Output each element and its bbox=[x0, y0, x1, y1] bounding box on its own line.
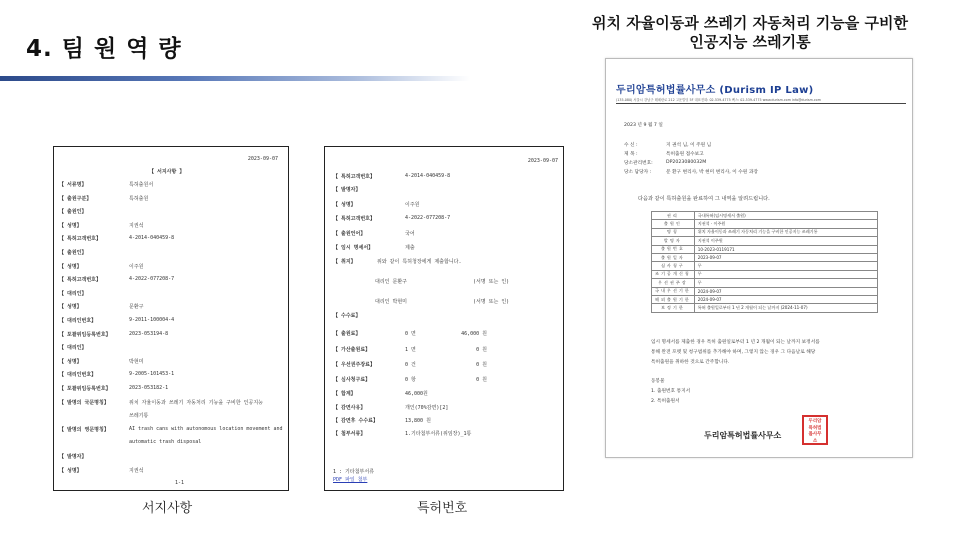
filing-table-value: 무 bbox=[694, 262, 877, 270]
doc2-row-value: 4-2014-040459-8 bbox=[405, 173, 451, 179]
doc2-row-label: 【 출원료】 bbox=[333, 331, 361, 337]
filing-details-table bbox=[651, 211, 878, 313]
doc2-row-value: 46,000원 bbox=[405, 391, 428, 397]
recipient-row-value: 문 환구 변리사, 박 현미 변리사, 이 수원 과장 bbox=[666, 170, 758, 175]
filing-table-key: 발명자 bbox=[652, 237, 695, 245]
doc1-row-value: 2023-053182-1 bbox=[129, 385, 169, 391]
caption-bibliographic: 서지사항 bbox=[142, 501, 193, 516]
filing-table-key: 해외출원기한 bbox=[652, 295, 695, 303]
doc2-row-label: 【 가산출원료】 bbox=[333, 347, 371, 353]
doc1-row-label: 【 성명】 bbox=[59, 304, 82, 311]
filing-table-row bbox=[652, 262, 878, 270]
seal-text-line: 소 bbox=[812, 438, 818, 444]
filing-table-key: 권리 bbox=[652, 212, 695, 220]
firm-seal-stamp bbox=[802, 415, 828, 445]
filing-table-row bbox=[652, 220, 878, 228]
doc2-row-value: 개인(70%감면)[2] bbox=[405, 405, 449, 411]
doc2-row-value: 1.기타첨부서류(위임장)_1통 bbox=[405, 431, 472, 437]
doc2-row-label: 【 출원언어】 bbox=[333, 231, 366, 237]
doc1-row-value: 이주원 bbox=[129, 263, 144, 270]
doc2-row-extra: (서명 또는 인) bbox=[473, 279, 510, 285]
notice-date: 2023 년 9 월 7 일 bbox=[624, 123, 663, 128]
doc1-row-value: 지권석 bbox=[129, 467, 144, 474]
doc1-heading: 【 서지사항 】 bbox=[149, 169, 185, 175]
doc1-row-label: 【 특허고객번호】 bbox=[59, 277, 101, 284]
doc2-row-value: 대리인 박현미 bbox=[375, 299, 407, 305]
doc2-row-label: 【 합계】 bbox=[333, 391, 356, 397]
seal-text-line: 특허법 bbox=[808, 425, 822, 431]
doc1-row-label: 【 발명자】 bbox=[59, 454, 87, 460]
doc2-date: 2023-09-07 bbox=[527, 158, 558, 164]
caption-patent-number: 특허번호 bbox=[417, 501, 468, 516]
doc1-row-label: 【 포괄위임등록번호】 bbox=[59, 386, 111, 392]
law-firm-address: (135-080) 서울시 강남구 테헤란로 212 고운빌딩 5F 대표전화: 02-539-4775 팩스: 02-539-4775 www.durism.com info@durism.com bbox=[616, 98, 821, 102]
doc1-row-value: automatic trash disposal bbox=[129, 439, 202, 446]
filing-table-value: 무 bbox=[694, 279, 877, 287]
filing-table-row bbox=[652, 237, 878, 245]
recipient-row-key: 당소 담당자 : bbox=[624, 170, 652, 175]
recipient-row-value: DP2023080032M bbox=[666, 160, 707, 165]
filing-table-value: 무 bbox=[694, 270, 877, 278]
filing-table-row bbox=[652, 253, 878, 261]
bibliographic-document bbox=[53, 146, 289, 491]
doc1-row-label: 【 발명의 국문명칭】 bbox=[59, 399, 109, 406]
doc1-row-label: 【 성명】 bbox=[59, 263, 82, 270]
filing-table-row bbox=[652, 295, 878, 303]
doc2-row-label: 【 발명자】 bbox=[333, 187, 361, 193]
doc1-row-label: 【 대리인번호】 bbox=[59, 372, 97, 379]
doc2-row-label: 【 감면후 수수료】 bbox=[333, 418, 379, 424]
filing-table-row bbox=[652, 212, 878, 220]
notice-paragraph-line2: 통해 완전 포맷 및 청구범위를 추가해야 하며, 그렇지 않는 경우 그 다음날로 해당 bbox=[651, 350, 816, 355]
doc1-row-label: 【 출원인】 bbox=[59, 250, 87, 256]
filing-table-key: 명칭 bbox=[652, 228, 695, 236]
doc1-row-value: AI trash cans with autonomous location movement and bbox=[129, 425, 283, 432]
doc2-row-label: 【 첨부서류】 bbox=[333, 431, 366, 437]
doc1-row-label: 【 출원인】 bbox=[59, 209, 87, 216]
doc1-row-label: 【 대리인】 bbox=[59, 290, 87, 297]
filing-table-value: 특허 출원일로부터 1 년 2 개월이 되는 날까지 (2024-11-07) bbox=[694, 304, 877, 312]
doc2-row-label: 【 심사청구료】 bbox=[333, 377, 371, 383]
attachment-item-2: 2. 특허출원서 bbox=[651, 399, 680, 404]
doc2-row-value: 1 면 bbox=[405, 347, 416, 353]
filing-table-row bbox=[652, 228, 878, 236]
doc2-row-value: 0 항 bbox=[405, 377, 416, 383]
patent-fee-document bbox=[324, 146, 564, 491]
doc2-pdf-link[interactable]: PDF 파일 첨부 bbox=[333, 477, 368, 483]
doc1-row-label: 【 특허고객번호】 bbox=[59, 236, 101, 243]
filing-table-key: 보정기한 bbox=[652, 304, 695, 312]
filing-table-row bbox=[652, 279, 878, 287]
filing-table-key: 출원일자 bbox=[652, 253, 695, 261]
filing-table-value: 2024-09-07 bbox=[694, 287, 877, 295]
doc1-row-value: 특허출원서 bbox=[129, 182, 154, 188]
doc1-row-value: 문환구 bbox=[129, 304, 144, 311]
doc1-row-label: 【 성명】 bbox=[59, 467, 82, 474]
filing-table-key: 출원인 bbox=[652, 220, 695, 228]
notice-intro: 다음과 같이 특허출원을 완료하여 그 내역을 알려드립니다. bbox=[638, 196, 770, 202]
doc1-row-label: 【 출원구분】 bbox=[59, 195, 92, 202]
doc1-row-label: 【 발명의 영문명칭】 bbox=[59, 426, 109, 433]
filing-table-key: 우선권주장 bbox=[652, 279, 695, 287]
notice-paragraph-line1: 임시 명세서를 제출한 경우 특허 출원일로부터 1 년 2 개월이 되는 날까지 보정서를 bbox=[651, 340, 820, 345]
filing-table-value: 지권석 · 이주원 bbox=[694, 220, 877, 228]
recipient-row-value: 특허출원 접수보고 bbox=[666, 152, 704, 157]
recipient-row-value: 지 권석 님, 이 주원 님 bbox=[666, 143, 712, 148]
filing-table-key: 국내우선기한 bbox=[652, 287, 695, 295]
doc1-row-value: 4-2014-040459-8 bbox=[129, 235, 175, 242]
product-heading-line2: 인공지능 쓰레기통 bbox=[689, 33, 811, 51]
doc1-row-label: 【 서류명】 bbox=[59, 182, 87, 188]
doc1-row-value: 지권석 bbox=[129, 222, 144, 229]
filing-table-row bbox=[652, 304, 878, 312]
doc2-row-label: 【 감면사유】 bbox=[333, 405, 366, 411]
filing-table-row bbox=[652, 287, 878, 295]
doc1-date: 2023-09-07 bbox=[247, 156, 278, 162]
doc1-row-label: 【 대리인】 bbox=[59, 345, 87, 352]
slide-title: 4. 팀 원 역 량 bbox=[26, 36, 182, 62]
filing-table-value: 국내특허(임시명세서 출원) bbox=[694, 212, 877, 220]
doc2-row-extra: 0 원 bbox=[476, 347, 487, 353]
doc2-row-value: 0 건 bbox=[405, 362, 416, 368]
filing-report-document bbox=[605, 58, 913, 458]
doc2-row-label: 【 특허고객번호】 bbox=[333, 216, 375, 222]
doc2-row-extra: 0 원 bbox=[476, 362, 487, 368]
doc1-row-value: 위치 자율이동과 쓰레기 자동처리 기능을 구비한 인공지능 bbox=[129, 399, 263, 406]
doc2-row-extra: (서명 또는 인) bbox=[473, 299, 510, 305]
filing-table-value: 2023-09-07 bbox=[694, 253, 877, 261]
filing-table-value: 위치 자율이동과 쓰레기 자동처리 기능을 구비한 인공지능 쓰레기통 bbox=[694, 228, 877, 236]
doc2-row-label: 【 우선권주장료】 bbox=[333, 362, 375, 368]
doc1-row-label: 【 성명】 bbox=[59, 358, 82, 365]
notice-paragraph-line3: 특허출원을 취하한 것으로 간주합니다. bbox=[651, 360, 730, 365]
recipient-row-key: 수 신 : bbox=[624, 143, 638, 148]
doc2-row-value: 이주원 bbox=[405, 202, 420, 208]
doc1-row-value: 9-2005-101453-1 bbox=[129, 371, 175, 378]
filing-table-row bbox=[652, 245, 878, 253]
filing-table-row bbox=[652, 270, 878, 278]
doc2-row-label: 【 특허고객번호】 bbox=[333, 174, 375, 180]
seal-text-line: 률사무 bbox=[808, 432, 822, 437]
doc2-row-extra: 0 원 bbox=[476, 377, 487, 383]
attachment-item-1: 1. 출원번호 통지서 bbox=[651, 389, 691, 394]
doc2-attachment-label: 1 : 기타첨부서류 bbox=[333, 469, 375, 475]
filing-table-value: 10-2023-0119171 bbox=[694, 245, 877, 253]
doc1-row-label: 【 성명】 bbox=[59, 222, 82, 229]
recipient-row-key: 제 목 : bbox=[624, 152, 638, 157]
doc2-row-label: 【 취지】 bbox=[333, 259, 356, 265]
doc2-row-label: 【 수수료】 bbox=[333, 313, 361, 319]
filing-table-value: 2024-09-07 bbox=[694, 295, 877, 303]
attachments-title: 동봉물 bbox=[651, 379, 665, 384]
law-firm-name: 두리암특허법률사무소 (Durism IP Law) bbox=[616, 85, 814, 96]
doc1-row-value: 박현미 bbox=[129, 358, 144, 365]
doc2-row-value: 제출 bbox=[405, 245, 415, 251]
seal-text-line: 두리암 bbox=[808, 419, 822, 424]
doc2-row-value: 0 면 bbox=[405, 331, 416, 337]
title-underline-bar bbox=[0, 76, 470, 81]
doc2-row-value: 국어 bbox=[405, 231, 415, 237]
doc2-row-value: 대리인 문환구 bbox=[375, 279, 407, 285]
doc1-row-value: 4-2022-077208-7 bbox=[129, 276, 175, 283]
doc1-row-value: 9-2011-100004-4 bbox=[129, 317, 175, 323]
doc1-row-value: 특허출원 bbox=[129, 195, 149, 202]
filing-table-key: 조기공개신청 bbox=[652, 270, 695, 278]
doc2-row-value: 13,800 원 bbox=[405, 418, 431, 424]
doc1-row-value: 2023-053194-8 bbox=[129, 330, 169, 337]
recipient-row-key: 당소관리번호: bbox=[624, 161, 653, 166]
doc1-page-number: 1-1 bbox=[175, 480, 185, 486]
product-heading bbox=[560, 14, 940, 52]
filing-table-key: 출원번호 bbox=[652, 245, 695, 253]
doc2-row-label: 【 성명】 bbox=[333, 202, 356, 208]
firm-signature: 두리암특허법률사무소 bbox=[704, 431, 782, 440]
doc2-row-value: 4-2022-077208-7 bbox=[405, 215, 451, 221]
doc2-row-extra: 46,000 원 bbox=[461, 331, 487, 337]
filing-table-value: 지권석 이주원 bbox=[694, 237, 877, 245]
filing-table-key: 심사청구 bbox=[652, 262, 695, 270]
doc1-row-label: 【 포괄위임등록번호】 bbox=[59, 331, 111, 338]
doc2-row-value: 위와 같이 특허청장에게 제출합니다. bbox=[377, 259, 462, 265]
doc1-row-value: 쓰레기통 bbox=[129, 413, 149, 420]
header-divider bbox=[616, 103, 906, 104]
product-heading-line1: 위치 자율이동과 쓰레기 자동처리 기능을 구비한 bbox=[592, 14, 908, 32]
doc1-row-label: 【 대리인번호】 bbox=[59, 318, 97, 324]
doc2-row-label: 【 임시 명세서】 bbox=[333, 245, 374, 251]
